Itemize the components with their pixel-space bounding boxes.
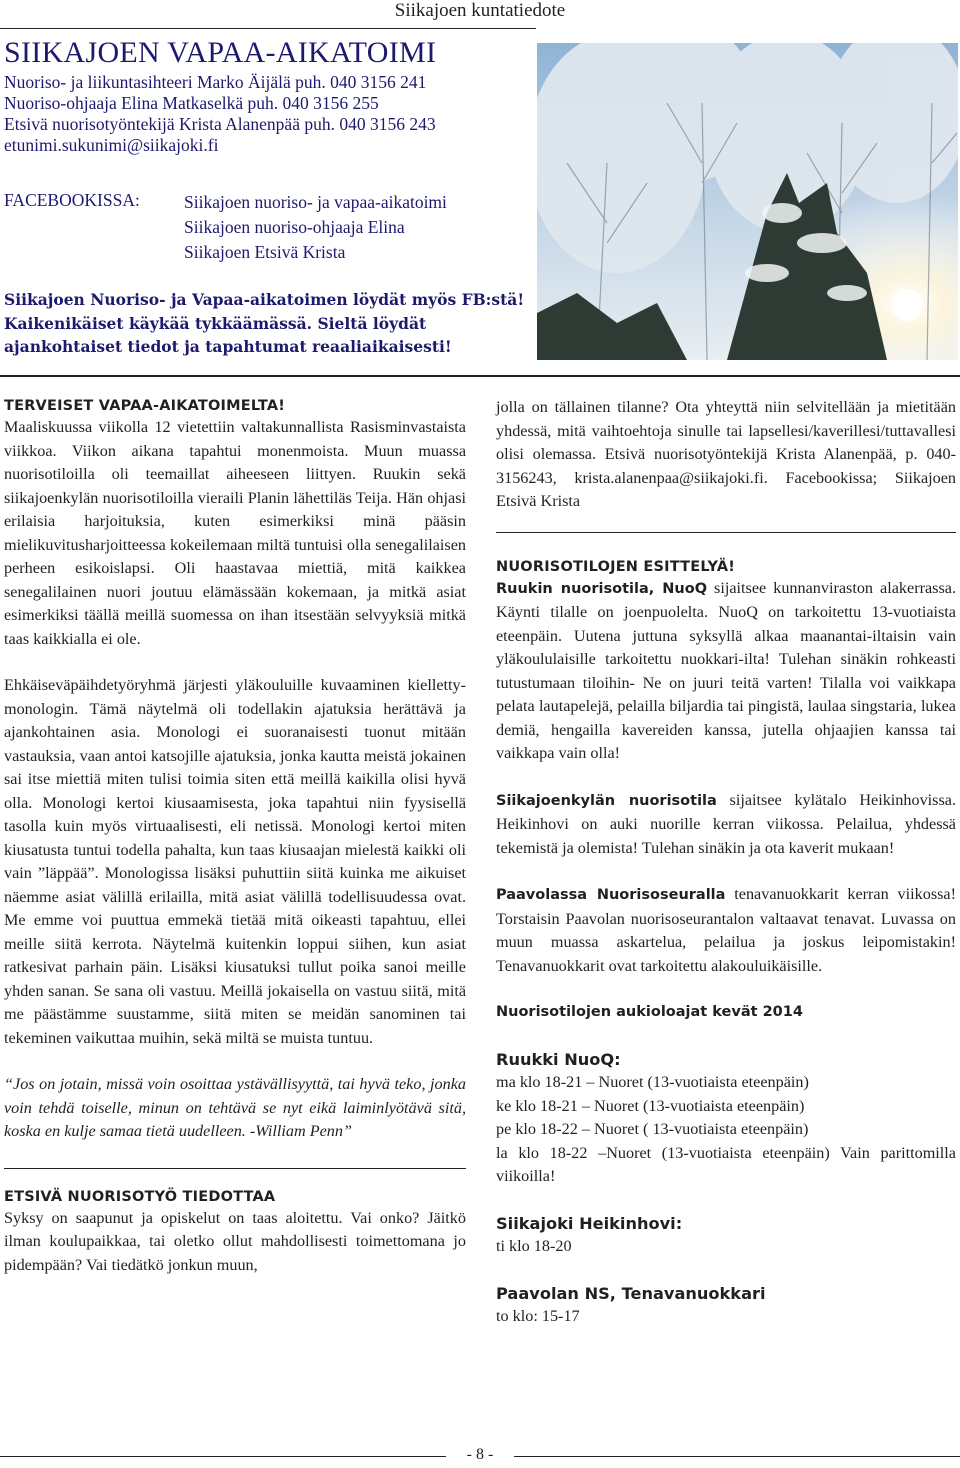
hours-line: pe klo 18-22 – Nuoret ( 13-vuotiaista eteenpäin) [496,1120,809,1138]
page-title: SIIKAJOEN VAPAA-AIKATOIMI [4,36,437,69]
hours-block [496,1048,956,1329]
facebook-entries [184,190,524,265]
contact-email: etunimi.sukunimi@siikajoki.fi [4,135,219,155]
page-number: - 8 - [466,1446,494,1463]
venue-text: tenavanuokkarit kerran viikossa! Torstaisin Paavolan nuorisoseurantalon valtaavat tenavat. Luvassa on muun muassa askartelua, pelailua ja joskus leipomistakin! Tenavanuokkarit ovat tarkoitettu alakouluikäisille. [496,885,956,975]
hours-subtitle: Ruukki NuoQ: [496,1049,621,1069]
left-column [4,396,466,1277]
contact-line: Nuoriso- ja liikuntasihteeri Marko Äijälä puh. 040 3156 241 [4,72,427,92]
venue-name: Paavolassa Nuorisoseuralla [496,887,726,903]
paragraph [496,789,956,861]
facebook-entry: Siikajoen nuoriso-ohjaaja Elina [184,217,405,237]
paragraph [496,577,956,766]
hours-line: to klo: 15-17 [496,1307,580,1325]
venue-text: sijaitsee kunnanviraston alakerrassa. Käynti tilalle on joenpuolelta. NuoQ on tarkoitettu 13-vuotiaista eteenpäin. Uutena juttuna syksyllä alkaa maanantai-iltaisin vain yläkoululaisille tarkoitettu nuokkari-ilta! Tulehan sinäkin rohkeasti tutustumaan tiloihin- Ne on juuri teitä varten! Tilalla voi vaikkapa pelata lautapelejä, pelailla biljardia tai pingistä, laulaa singstaria, lukea demiä, hengailla kavereiden kanssa, jutella ohjaajien kanssa tai vaikkapa vain olla! [496,578,956,762]
hours-line: la klo 18-22 –Nuoret (13-vuotiaista eteenpäin) Vain parittomilla viikoilla! [496,1143,956,1185]
hours-line: ti klo 18-20 [496,1237,572,1255]
section-heading: TERVEISET VAPAA-AIKATOIMELTA! [4,398,286,414]
facebook-entry: Siikajoen nuoriso- ja vapaa-aikatoimi [184,192,447,212]
photo-illustration [537,43,958,360]
quote: “Jos on jotain, missä voin osoittaa ystävällisyyttä, tai hyvä teko, jonka voin tehdä toiselle, minun on tehtävä se nyt eikä laiminlyötävä sitä, koska en kulje samaa tietä uudelleen. -William Penn” [4,1075,466,1140]
contact-line: Nuoriso-ohjaaja Elina Matkaselkä puh. 040 3156 255 [4,93,379,113]
venue-text: sijaitsee kylätalo Heikinhovissa. Heikinhovi on auki nuorille kerran viikossa. Pelailua, yhdessä tekemistä ja olemista! Tulehan sinäkin ja ota kaverit mukaan! [496,790,957,857]
facebook-note-line: Kaikenikäiset käykää tykkäämässä. Sieltä löydät [4,313,427,333]
paragraph: jolla on tällainen tilanne? Ota yhteyttä niin selvitellään ja mietitään yhdessä, mitä vaihtoehtoja sinulle tai lapsellesi/kaverillesi/tuttavallesi olisi olemassa. Etsivä nuorisotyöntekijä Krista Alanenpää, p. 040-3156243, krista.alanenpaa@siikajoki.fi. Facebookissa; Siikajoen Etsivä Krista [496,398,956,510]
contact-list [4,72,524,156]
facebook-note [4,288,534,359]
venue-name: Ruukin nuorisotila, NuoQ [496,580,708,597]
header-rule [0,28,536,29]
section-heading: ETSIVÄ NUORISOTYÖ TIEDOTTAA [4,1188,276,1205]
footer-rule [0,1456,446,1457]
winter-trees-photo [537,43,958,360]
contact-line: Etsivä nuorisotyöntekijä Krista Alanenpää puh. 040 3156 243 [4,114,436,134]
paragraph: Ehkäiseväpäihdetyöryhmä järjesti yläkouluille kuvaaminen kielletty-monologin. Tämä näytelmä oli todellakin ajatuksia herättävä ja ajankohtainen asia. Monologi ei suoranaisesti tuonut mitään vastauksia, vaan antoi katsojille ajatuksia, jonka kautta meistä jokainen sai itse miettiä miten tulisi toimia siten että meillä kaikilla olisi hyvä olla. Monologi kertoi kiusaamisesta, joka tapahtui niin fyysisellä tasolla kuin myös virtuaalisesti, eli netissä. Monologi kertoi miten kiusatusta tuntui todella pahalta, kun taas kiusaajan mielestä kaikki oli vain ”läppää”. Monologissa lisäksi puhuttiin siitä kuinka me aikuiset näemme asiat välillä erilailla, mitä asiat välillä todellisuudessa ovat. Me emme voi puuttua emmekä tietää mitä oikeasti tapahtuu, ellei meille siitä kerrota. Näytelmä kuitenkin loppui siihen, kun asiat ratkesivat parhain päin. Lisäksi kiusatuksi tullut poika sanoi meille yhden sanan. Se sana oli vastuu. Meillä jokaisella on vastuu siitä, mitä me päästämme suustamme, siitä miten se meidän sanominen tai tekeminen vaikuttaa muihin, sekä miltä se muista tuntuu. [4,676,466,1047]
paragraph: Maaliskuussa viikolla 12 vietettiin valtakunnallista Rasisminvastaista viikkoa. Viikon aikana tapahtui monenmoista. Muun muassa nuorisotiloilla oli teemaillat aiheeseen liittyen. Ruukin sekä siikajoenkylän nuorisotiloilla vieraili Planin lähettiläs Teija. Hän ohjasi erilaisia harjoituksia, kuten esimerkiksi minä pääsin mielikuvitusharjoitteessa kokeilemaan miltä tuntuisi olla senegalilaisen perheen esikoislapsi. Oli haastavaa miettiä, mitä kaikkea senegalilainen nuori joutuu elämässään kokemaan, ja mitkä asiat esimerkiksi täällä meillä suomessa on ihan itsestään selvyyksiä mitkä taas kaikkialla ei ole. [4,418,466,648]
venue-name: Siikajoenkylän nuorisotila [496,792,717,809]
hours-subtitle: Paavolan NS, Tenavanuokkari [496,1283,766,1303]
footer-rule [514,1456,960,1457]
running-head: Siikajoen kuntatiedote [394,0,566,21]
facebook-label: FACEBOOKISSA: [4,190,140,210]
facebook-entry: Siikajoen Etsivä Krista [184,242,346,262]
paragraph: Syksy on saapunut ja opiskelut on taas aloitettu. Vai onko? Jäitkö ilman koulupaikkaa, tai oletko ollut mahdollisesti toimettomana jo pidempään? Vai tiedätkö jonkun muun, [4,1208,466,1274]
hours-line: ma klo 18-21 – Nuoret (13-vuotiaista eteenpäin) [496,1073,809,1091]
facebook-note-line: Siikajoen Nuoriso- ja Vapaa-aikatoimen löydät myös FB:stä! [4,290,525,309]
facebook-note-line: ajankohtaiset tiedot ja tapahtumat reaaliaikaisesti! [4,337,452,356]
hours-title: Nuorisotilojen aukioloajat kevät 2014 [496,1004,803,1020]
section-heading: NUORISOTILOJEN ESITTELYÄ! [496,558,736,575]
hours-subtitle: Siikajoki Heikinhovi: [496,1213,683,1233]
section-rule [0,375,960,377]
right-column [496,396,956,1329]
paragraph [496,883,956,978]
hours-line: ke klo 18-21 – Nuoret (13-vuotiaista eteenpäin) [496,1096,805,1115]
